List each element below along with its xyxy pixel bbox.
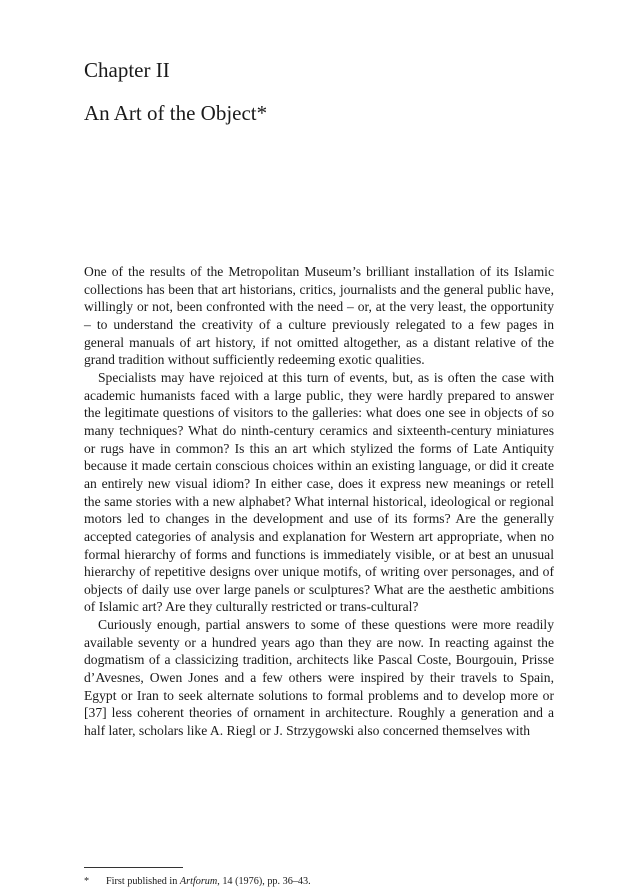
footnote-prefix: First published in [106, 876, 180, 887]
footnote-journal: Artforum [179, 876, 218, 887]
paragraph: Curiously enough, partial answers to some of these questions were more readily available seventy or a hundred years ago than they are now. In reacting against the dogmatism of a classicizing tradition, architects like Pascal Coste, Bourgouin, Prisse d’Avesnes, Owen Jones and a few others were inspired by their travels to Spain, Egypt or Iran to seek alternate solutions to formal problems and to develop more or [37] less coherent theories of ornament in architecture. Roughly a generation and a half later, scholars like A. Riegl or J. Strzygowski also concerned themselves with [84, 617, 554, 739]
chapter-title: An Art of the Object* [84, 101, 268, 125]
paragraph: Specialists may have rejoiced at this turn of events, but, as is often the case with academic humanists faced with a large public, they were hardly prepared to answer the legitimate questions of visitors to the galleries: what does one see in objects of so many techniques? What do ninth-century ceramics and sixteenth-century miniatures or rugs have in common? Is this an art which stylized the forms of Late Antiquity because it made certain conscious choices within an existing language, or did it create an entirely new visual idiom? In either case, does it express new meanings or retell the same stories with a new alphabet? What internal historical, ideological or regional motors led to changes in the development and use of its forms? Are the generally accepted categories of analysis and explanation for Western art appropriate, when no formal hierarchy of forms and functions is immediately visible, or at best an unusual hierarchy of repetitive designs over unique motifs, of writing over personages, and of objects of daily use over large panels or sculptures? What are the aesthetic ambitions of Islamic art? Are they culturally restricted or trans-cultural? [84, 369, 554, 615]
chapter-label: Chapter II [84, 58, 170, 82]
footnote-suffix: , 14 (1976), pp. 36–43. [217, 876, 311, 887]
footnote-marker: * [84, 876, 90, 887]
footnote [84, 876, 311, 887]
paragraph: One of the results of the Metropolitan Museum’s brilliant installation of its Islamic collections has been that art historians, critics, journalists and the general public have, willingly or not, been confronted with the need – or, at the very least, the opportunity – to understand the creativity of a culture previously relegated to a few pages in general manuals of art history, if not omitted altogether, as a distant relative of the grand tradition without sufficiently redeeming exotic qualities. [84, 264, 554, 368]
body-text [84, 263, 554, 740]
footnote-divider [84, 867, 183, 868]
